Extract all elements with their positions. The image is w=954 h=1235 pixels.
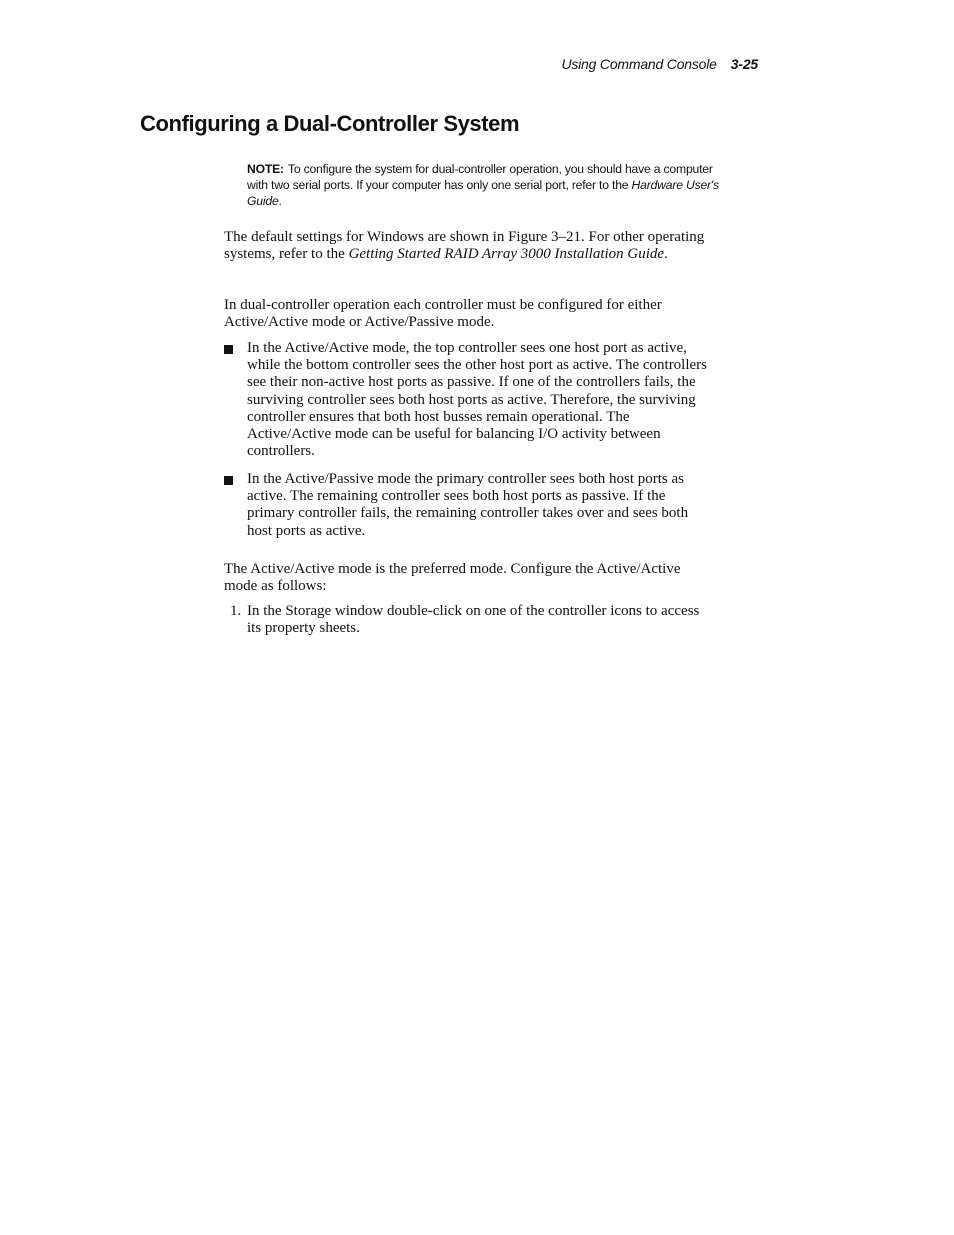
step-list (224, 603, 714, 637)
step-number: 1. (230, 603, 242, 619)
bullet-text: In the Active/Passive mode the primary controller sees both host ports as active. The remaining controller sees both host ports as passive. If the primary controller fails, the remaining controller takes over and sees both host ports as active. (247, 470, 689, 539)
paragraph-default-settings (224, 229, 714, 263)
header-section-title: Using Command Console (561, 56, 717, 72)
paragraph-dual-controller (224, 297, 714, 331)
bullet-square-icon (224, 476, 233, 485)
list-item (224, 340, 714, 460)
list-item (224, 471, 714, 540)
bullet-square-icon (224, 345, 233, 354)
paragraph-text: In dual-controller operation each controller must be configured for either Active/Active mode or Active/Passive mode. (224, 297, 662, 331)
note-end: . (278, 194, 282, 208)
page-number: 3-25 (730, 56, 758, 72)
page-title: Configuring a Dual-Controller System (140, 111, 520, 136)
paragraph-preferred-mode (224, 561, 714, 595)
paragraph-text: The default settings for Windows are shown in Figure 3–21. For other operating systems, refer to the (224, 229, 705, 263)
paragraph-reference: Getting Started RAID Array 3000 Installation Guide (348, 246, 665, 263)
bullet-text: In the Active/Active mode, the top controller sees one host port as active, while the bottom controller sees the other host port as active. The controllers see their non-active host ports as passive. If one of the controllers fails, the surviving controller sees both host ports as active. Therefore, the surviving controller ensures that both host busses remain operational. The Active/Active mode can be useful for balancing I/O activity between controllers. (247, 340, 708, 460)
list-item (224, 603, 714, 637)
note-label: NOTE: (247, 162, 284, 176)
bullet-list (224, 340, 714, 550)
note-reference: Hardware User's Guide (247, 178, 719, 208)
note-block (247, 161, 721, 209)
running-header (561, 56, 758, 72)
step-text: In the Storage window double-click on one of the controller icons to access its property sheets. (247, 603, 700, 637)
paragraph-text: The Active/Active mode is the preferred mode. Configure the Active/Active mode as follows: (224, 561, 681, 595)
paragraph-end: . (664, 246, 668, 263)
note-text: To configure the system for dual-controller operation, you should have a computer with two serial ports. If your computer has only one serial port, refer to the (247, 162, 713, 192)
